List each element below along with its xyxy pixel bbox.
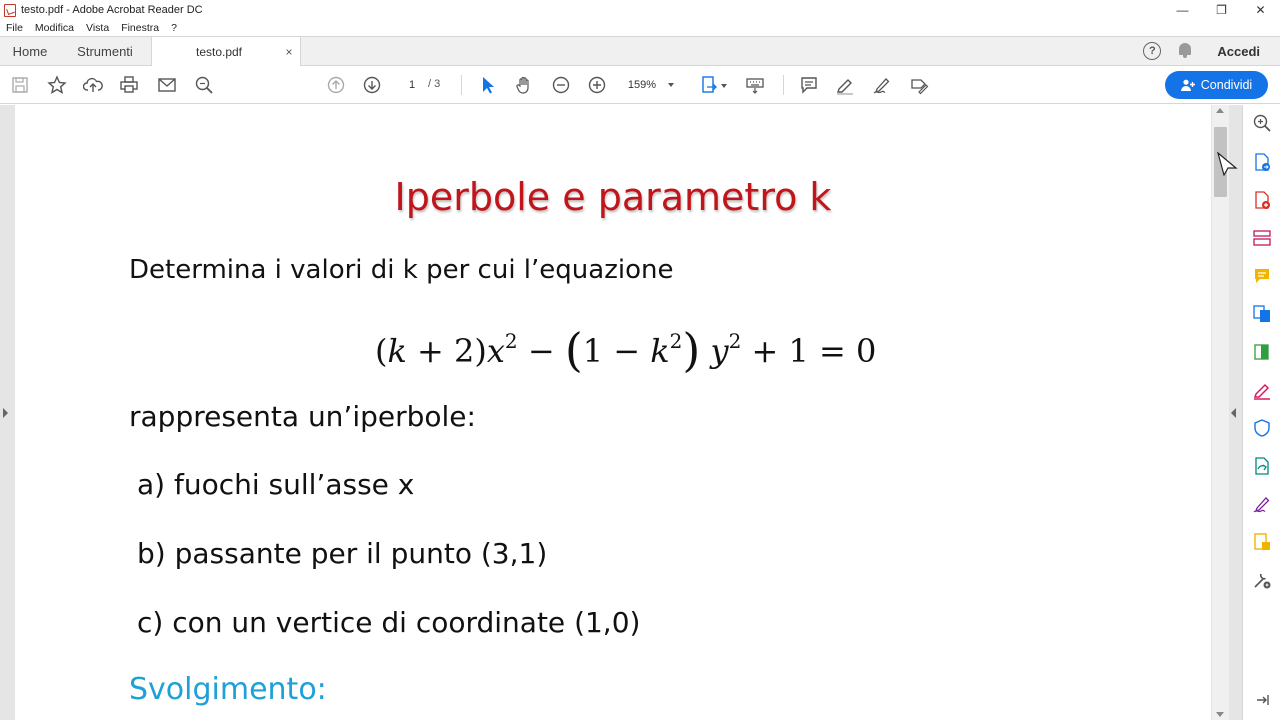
eq-k: k [387, 332, 407, 370]
comment-icon[interactable] [799, 75, 819, 95]
create-pdf-icon[interactable] [1252, 190, 1272, 210]
menu-bar [0, 20, 1280, 36]
item-a: a) fuochi sull’asse x [137, 468, 415, 501]
page-total: / 3 [428, 78, 441, 90]
eq-one-minus: 1 − [582, 332, 651, 370]
document-title: Iperbole e parametro k [394, 175, 832, 219]
help-icon[interactable]: ? [1143, 42, 1161, 60]
protect-icon[interactable] [1252, 418, 1272, 438]
mail-icon[interactable] [157, 75, 177, 95]
eq-exp-y: 2 [728, 329, 742, 353]
combine-files-icon[interactable] [1252, 304, 1272, 324]
star-icon[interactable] [47, 75, 67, 95]
restore-button[interactable]: ❐ [1216, 3, 1227, 17]
export-pdf-icon[interactable] [1252, 152, 1272, 172]
print-icon[interactable] [119, 75, 139, 95]
page-down-icon[interactable] [362, 75, 382, 95]
tab-home[interactable]: Home [12, 43, 48, 59]
zoom-in-icon[interactable] [587, 75, 607, 95]
keyboard-icon[interactable] [745, 75, 765, 95]
title-bar [0, 0, 1280, 20]
menu-help[interactable]: ? [171, 22, 177, 34]
document-intro: Determina i valori di k per cui l’equazione [129, 255, 674, 285]
window-controls [1163, 0, 1280, 20]
signin-link[interactable]: Accedi [1217, 43, 1260, 59]
menu-finestra[interactable]: Finestra [121, 22, 160, 34]
acrobat-app-icon [4, 4, 16, 17]
eq-paren-open: ( [375, 332, 388, 370]
tab-close-button[interactable]: × [285, 45, 293, 59]
minimize-button[interactable]: — [1176, 3, 1189, 17]
tab-document[interactable] [151, 37, 301, 67]
fit-page-icon[interactable] [700, 75, 720, 95]
share-label: Condividi [1200, 78, 1253, 92]
page-up-icon[interactable] [326, 75, 346, 95]
header-right [1143, 37, 1280, 65]
fill-sign-icon[interactable] [909, 75, 929, 95]
expand-left-pane-icon[interactable] [3, 408, 8, 418]
item-c: c) con un vertice di coordinate (1,0) [137, 606, 641, 639]
solution-heading: Svolgimento: [129, 672, 327, 707]
zoom-out-icon[interactable] [551, 75, 571, 95]
scroll-up-arrow-icon[interactable] [1216, 108, 1224, 113]
notification-bell-icon[interactable] [1178, 43, 1192, 59]
tab-tools[interactable]: Strumenti [77, 43, 133, 59]
right-tools-pane [1242, 105, 1280, 720]
collapse-right-pane-icon[interactable] [1231, 408, 1236, 418]
more-tools-icon[interactable] [1252, 570, 1272, 590]
edit-pdf-icon[interactable] [1252, 342, 1272, 362]
scroll-down-arrow-icon[interactable] [1216, 712, 1224, 717]
vertical-scrollbar[interactable] [1212, 105, 1229, 720]
eq-big-paren-close: ) [682, 323, 701, 377]
tab-document-label: testo.pdf [195, 45, 243, 59]
window-title: testo.pdf - Adobe Acrobat Reader DC [21, 4, 203, 16]
eq-minus: − [517, 332, 565, 370]
item-b: b) passante per il punto (3,1) [137, 537, 548, 570]
highlight-icon[interactable] [835, 75, 855, 95]
eq-plus-one-equals-zero: + 1 = 0 [741, 332, 877, 370]
sign-tool-icon[interactable] [1252, 494, 1272, 514]
organize-pages-icon[interactable] [1252, 228, 1272, 248]
mouse-cursor-icon [1217, 152, 1239, 176]
page-number-input[interactable] [398, 76, 426, 94]
share-button[interactable] [1165, 71, 1268, 99]
document-subtitle: rappresenta un’iperbole: [129, 400, 476, 433]
eq-big-paren-open: ( [564, 323, 583, 377]
eq-exp-k: 2 [669, 329, 683, 353]
pdf-page [15, 105, 1211, 720]
collapse-pane-icon[interactable] [1252, 690, 1272, 710]
toolbar [0, 66, 1280, 104]
equation [375, 323, 876, 377]
save-icon[interactable] [10, 75, 30, 95]
add-user-icon [1181, 79, 1195, 91]
zoom-value: 159% [627, 79, 657, 91]
menu-vista[interactable]: Vista [86, 22, 110, 34]
eq-x: x [486, 332, 505, 370]
zoom-select[interactable] [622, 76, 680, 94]
tab-bar [0, 36, 1280, 66]
chevron-down-icon [668, 83, 674, 87]
fill-sign-tool-icon[interactable] [1252, 380, 1272, 400]
sign-icon[interactable] [872, 75, 892, 95]
search-zoom-icon[interactable] [1252, 113, 1272, 133]
comment-tool-icon[interactable] [1252, 266, 1272, 286]
eq-plus-two: + 2) [406, 332, 487, 370]
menu-modifica[interactable]: Modifica [34, 22, 75, 34]
eq-y: y [700, 332, 729, 370]
document-workspace [0, 105, 1242, 720]
select-cursor-icon[interactable] [478, 75, 498, 95]
close-window-button[interactable]: ✕ [1255, 3, 1266, 17]
toolbar-divider [461, 75, 462, 95]
eq-exp-x: 2 [504, 329, 518, 353]
toolbar-divider [783, 75, 784, 95]
send-track-icon[interactable] [1252, 456, 1272, 476]
eq-k-squared: k [650, 332, 670, 370]
hand-icon[interactable] [514, 75, 534, 95]
zoom-search-icon[interactable] [194, 75, 214, 95]
menu-file[interactable]: File [6, 22, 23, 34]
fit-page-dropdown-icon[interactable] [721, 84, 727, 88]
upload-icon[interactable] [83, 75, 103, 95]
send-review-icon[interactable] [1252, 532, 1272, 552]
